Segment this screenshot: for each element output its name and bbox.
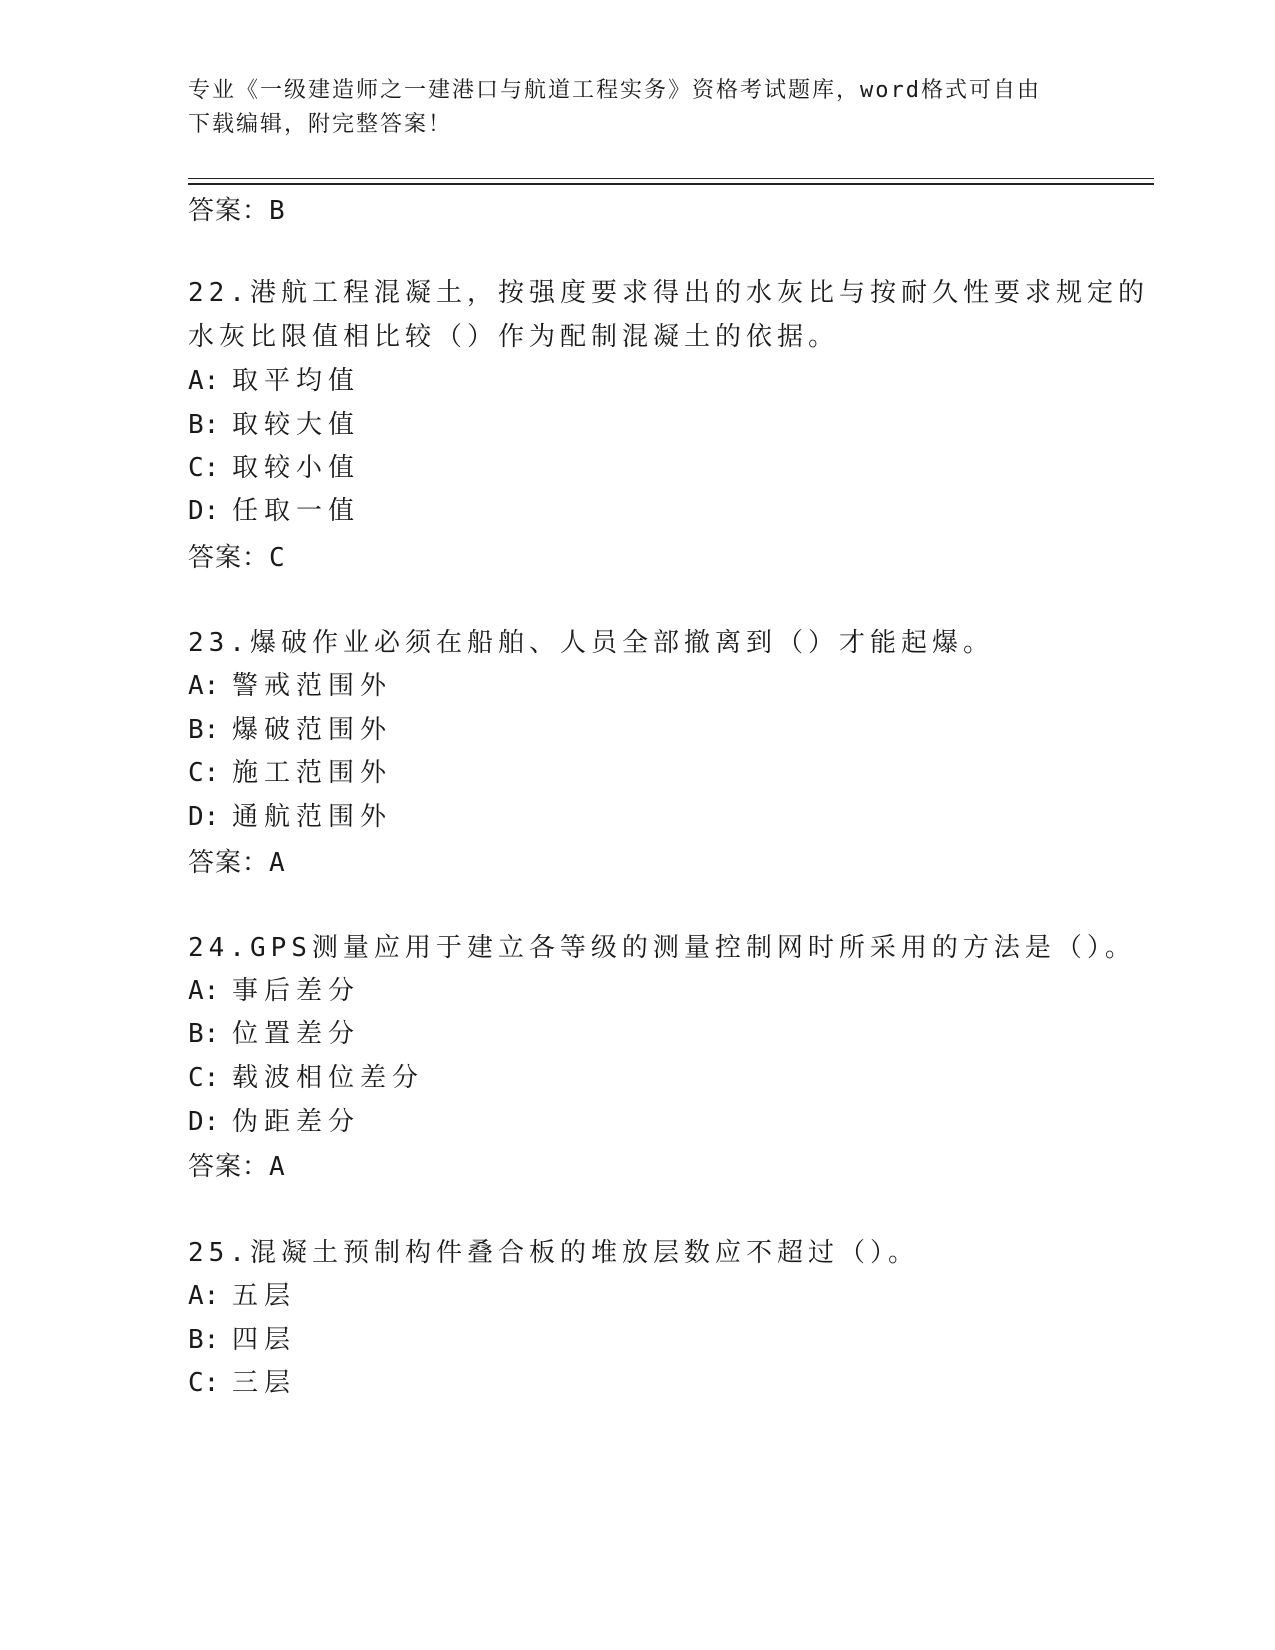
option-text: 通航范围外 xyxy=(232,802,393,832)
option-text: 爆破范围外 xyxy=(232,715,393,745)
option-text: 三层 xyxy=(232,1368,297,1398)
option-d xyxy=(188,1101,360,1138)
option-text: 取较小值 xyxy=(232,453,361,483)
option-text: 四层 xyxy=(232,1325,297,1355)
answer-label: 答案：B xyxy=(188,196,286,226)
option-text: 五层 xyxy=(232,1281,297,1311)
option-text: 取平均值 xyxy=(232,366,361,396)
option-letter: C: xyxy=(188,1368,220,1398)
answer-label: 答案：C xyxy=(188,543,286,573)
question-text: 23.爆破作业必须在船舶、人员全部撤离到（）才能起爆。 xyxy=(188,628,994,658)
header-divider-thick xyxy=(188,183,1154,185)
option-c xyxy=(188,752,392,789)
question-text: 22.港航工程混凝土，按强度要求得出的水灰比与按耐久性要求规定的 xyxy=(188,278,1149,308)
option-c xyxy=(188,1057,424,1094)
option-c xyxy=(188,1362,296,1399)
header-line-1: 专业《一级建造师之一建港口与航道工程实务》资格考试题库，word格式可自由 xyxy=(188,78,1041,103)
option-text: 伪距差分 xyxy=(232,1107,361,1137)
option-a xyxy=(188,970,360,1007)
answer-label: 答案：A xyxy=(188,1152,286,1182)
option-text: 施工范围外 xyxy=(232,758,393,788)
option-letter: B: xyxy=(188,715,220,745)
question-text: 25.混凝土预制构件叠合板的堆放层数应不超过（）。 xyxy=(188,1238,919,1268)
option-letter: D: xyxy=(188,802,220,832)
header-line-2: 下载编辑，附完整答案！ xyxy=(188,112,453,137)
answer-label: 答案：A xyxy=(188,848,286,878)
option-letter: C: xyxy=(188,453,220,483)
option-letter: A: xyxy=(188,671,220,701)
option-text: 取较大值 xyxy=(232,410,361,440)
header-divider-thin xyxy=(188,178,1154,179)
document-header xyxy=(188,74,1088,142)
option-d xyxy=(188,796,392,833)
option-letter: C: xyxy=(188,758,220,788)
option-text: 警戒范围外 xyxy=(232,671,393,701)
option-a xyxy=(188,360,360,397)
option-letter: D: xyxy=(188,496,220,526)
option-a xyxy=(188,665,392,702)
option-letter: D: xyxy=(188,1107,220,1137)
option-text: 载波相位差分 xyxy=(232,1063,425,1093)
option-letter: A: xyxy=(188,1281,220,1311)
option-d xyxy=(188,490,360,527)
option-letter: B: xyxy=(188,1325,220,1355)
option-b xyxy=(188,709,392,746)
option-letter: B: xyxy=(188,1019,220,1049)
option-letter: A: xyxy=(188,366,220,396)
option-letter: A: xyxy=(188,976,220,1006)
option-b xyxy=(188,404,360,441)
option-a xyxy=(188,1275,296,1312)
option-b xyxy=(188,1319,296,1356)
question-text: 24.GPS测量应用于建立各等级的测量控制网时所采用的方法是（）。 xyxy=(188,933,1136,963)
question-text-continued: 水灰比限值相比较（）作为配制混凝土的依据。 xyxy=(188,322,840,352)
option-text: 事后差分 xyxy=(232,976,361,1006)
option-text: 任取一值 xyxy=(232,496,361,526)
option-text: 位置差分 xyxy=(232,1019,361,1049)
option-c xyxy=(188,447,360,484)
option-letter: B: xyxy=(188,410,220,440)
option-b xyxy=(188,1013,360,1050)
option-letter: C: xyxy=(188,1063,220,1093)
